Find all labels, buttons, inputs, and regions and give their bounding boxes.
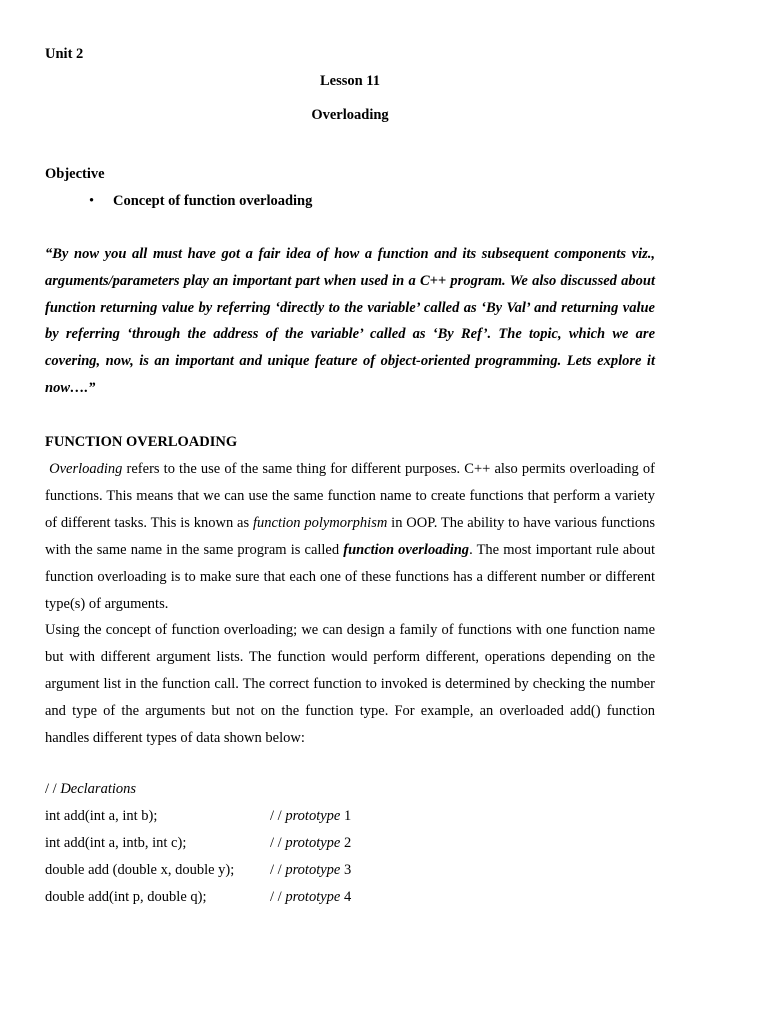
declarations-label: Declarations xyxy=(60,781,137,797)
prototype-label: prototype xyxy=(285,835,341,851)
paragraph-1-text-c: . The most important rule about function overloading is to make sure that each one of these functions has a different number or different type(s) of arguments. xyxy=(45,541,655,612)
prototype-label: prototype xyxy=(285,808,341,824)
prototype-number: 1 xyxy=(340,808,352,824)
page-title: Overloading xyxy=(311,107,389,123)
comment-prefix: / / xyxy=(45,781,61,797)
comment-prefix: / / xyxy=(270,862,286,878)
code-text: double add (double x, double y); xyxy=(45,862,235,878)
code-comment xyxy=(270,862,351,879)
code-line xyxy=(45,808,445,828)
paragraph-1-text-b: in OOP. The ability to have various functions with the same name in the same program is called xyxy=(45,514,655,558)
objective-heading: Objective xyxy=(45,166,105,182)
code-comment xyxy=(270,835,351,852)
lesson-label: Lesson 11 xyxy=(319,73,381,89)
code-line xyxy=(45,862,445,882)
code-declarations-comment xyxy=(45,781,136,798)
paragraph-1 xyxy=(45,456,655,617)
comment-prefix: / / xyxy=(270,835,286,851)
unit-label: Unit 2 xyxy=(45,46,84,62)
paragraph-1-text-a: refers to the use of the same thing for different purposes. C++ also permits overloading of functions. This means that we can use the same function name to create functions that perform a variety of different tasks. This is known as xyxy=(45,461,655,531)
section-heading: FUNCTION OVERLOADING xyxy=(45,434,238,450)
bullet-marker: • xyxy=(89,193,95,209)
intro-quote: “By now you all must have got a fair idea of how a function and its subsequent components viz., arguments/parameters play an important part when used in a C++ program. We also discussed about function returning value by referring ‘directly to the variable’ called as ‘By Val’ and returning value by referring ‘through the address of the variable’ called as ‘By Ref’. The topic, which we are covering, now, is an important and unique feature of object-oriented programming. Lets explore it now….” xyxy=(45,246,655,396)
prototype-label: prototype xyxy=(285,862,341,878)
prototype-label: prototype xyxy=(285,889,341,905)
code-text: int add(int a, intb, int c); xyxy=(45,835,187,851)
code-comment xyxy=(270,889,351,906)
term-overloading: Overloading xyxy=(49,461,123,477)
paragraph-2: Using the concept of function overloading; we can design a family of functions with one function name but with different argument lists. The function would perform different, operations depending on the argument list in the function call. The correct function to invoked is determined by checking the number and type of the arguments but not on the function type. For example, an overloaded add() function handles different types of data shown below: xyxy=(45,622,655,746)
term-function-overloading: function overloading xyxy=(343,541,470,558)
comment-prefix: / / xyxy=(270,808,286,824)
prototype-number: 3 xyxy=(340,862,352,878)
prototype-number: 2 xyxy=(340,835,352,851)
code-line xyxy=(45,835,445,855)
prototype-number: 4 xyxy=(340,889,352,905)
code-text: double add(int p, double q); xyxy=(45,889,207,905)
comment-prefix: / / xyxy=(270,889,286,905)
objective-bullet-text: Concept of function overloading xyxy=(113,193,313,209)
code-text: int add(int a, int b); xyxy=(45,808,158,824)
code-line xyxy=(45,889,445,909)
term-function-polymorphism: function polymorphism xyxy=(252,514,388,531)
code-comment xyxy=(270,808,351,825)
